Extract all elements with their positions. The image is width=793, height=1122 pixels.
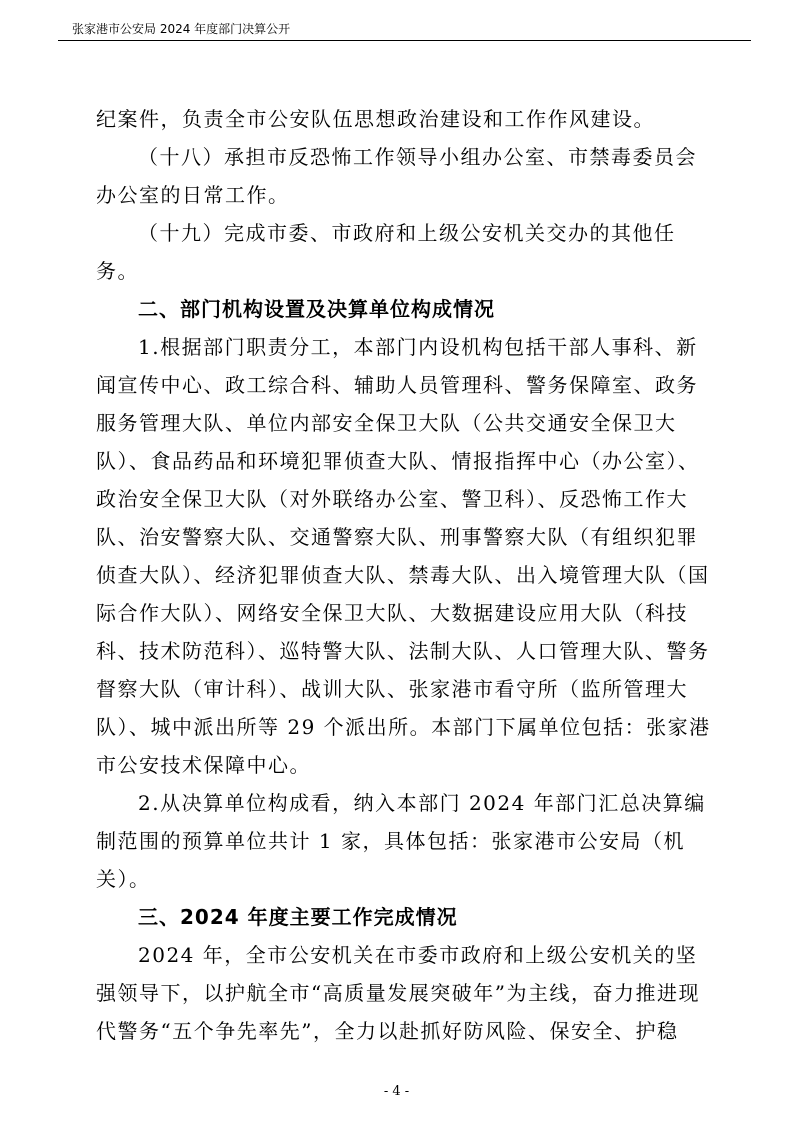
paragraph-work-summary: 2024 年，全市公安机关在市委市政府和上级公安机关的坚强领导下，以护航全市“高质量发展突破年”为主线，奋力推进现代警务“五个争先率先”，全力以赴抓好防风险、保安全、护稳 <box>96 943 700 1043</box>
paragraph-org-structure: 1.根据部门职责分工，本部门内设机构包括干部人事科、新闻宣传中心、政工综合科、辅助人员管理科、警务保障室、政务服务管理大队、单位内部安全保卫大队（公共交通安全保卫大队）、食品药品和环境犯罪侦查大队、情报指挥中心（办公室）、政治安全保卫大队（对外联络办公室、警卫科）、反恐怖工作大队、治安警察大队、交通警察大队、刑事警察大队（有组织犯罪侦查大队）、经济犯罪侦查大队、禁毒大队、出入境管理大队（国际合作大队）、网络安全保卫大队、大数据建设应用大队（科技科、技术防范科）、巡特警大队、法制大队、人口管理大队、警务督察大队（审计科）、战训大队、张家港市看守所（监所管理大队）、城中派出所等 29 个派出所。本部门下属单位包括：张家港市公安技术保障中心。 <box>96 335 711 777</box>
header-divider <box>58 40 751 41</box>
page-header: 张家港市公安局 2024 年度部门决算公开 <box>72 22 291 36</box>
paragraph-item-18: （十八）承担市反恐怖工作领导小组办公室、市禁毒委员会办公室的日常工作。 <box>96 145 697 207</box>
paragraph-continuation: 纪案件，负责全市公安队伍思想政治建设和工作作风建设。 <box>96 107 655 131</box>
section-heading-2: 二、部门机构设置及决算单位构成情况 <box>138 297 495 321</box>
page-number: - 4 - <box>383 1084 410 1099</box>
document-body <box>96 100 716 1050</box>
paragraph-unit-composition: 2.从决算单位构成看，纳入本部门 2024 年部门汇总决算编制范围的预算单位共计 1 家，具体包括：张家港市公安局（机关）。 <box>96 791 706 891</box>
section-heading-3: 三、2024 年度主要工作完成情况 <box>138 905 458 929</box>
paragraph-item-19: （十九）完成市委、市政府和上级公安机关交办的其他任务。 <box>96 221 676 283</box>
